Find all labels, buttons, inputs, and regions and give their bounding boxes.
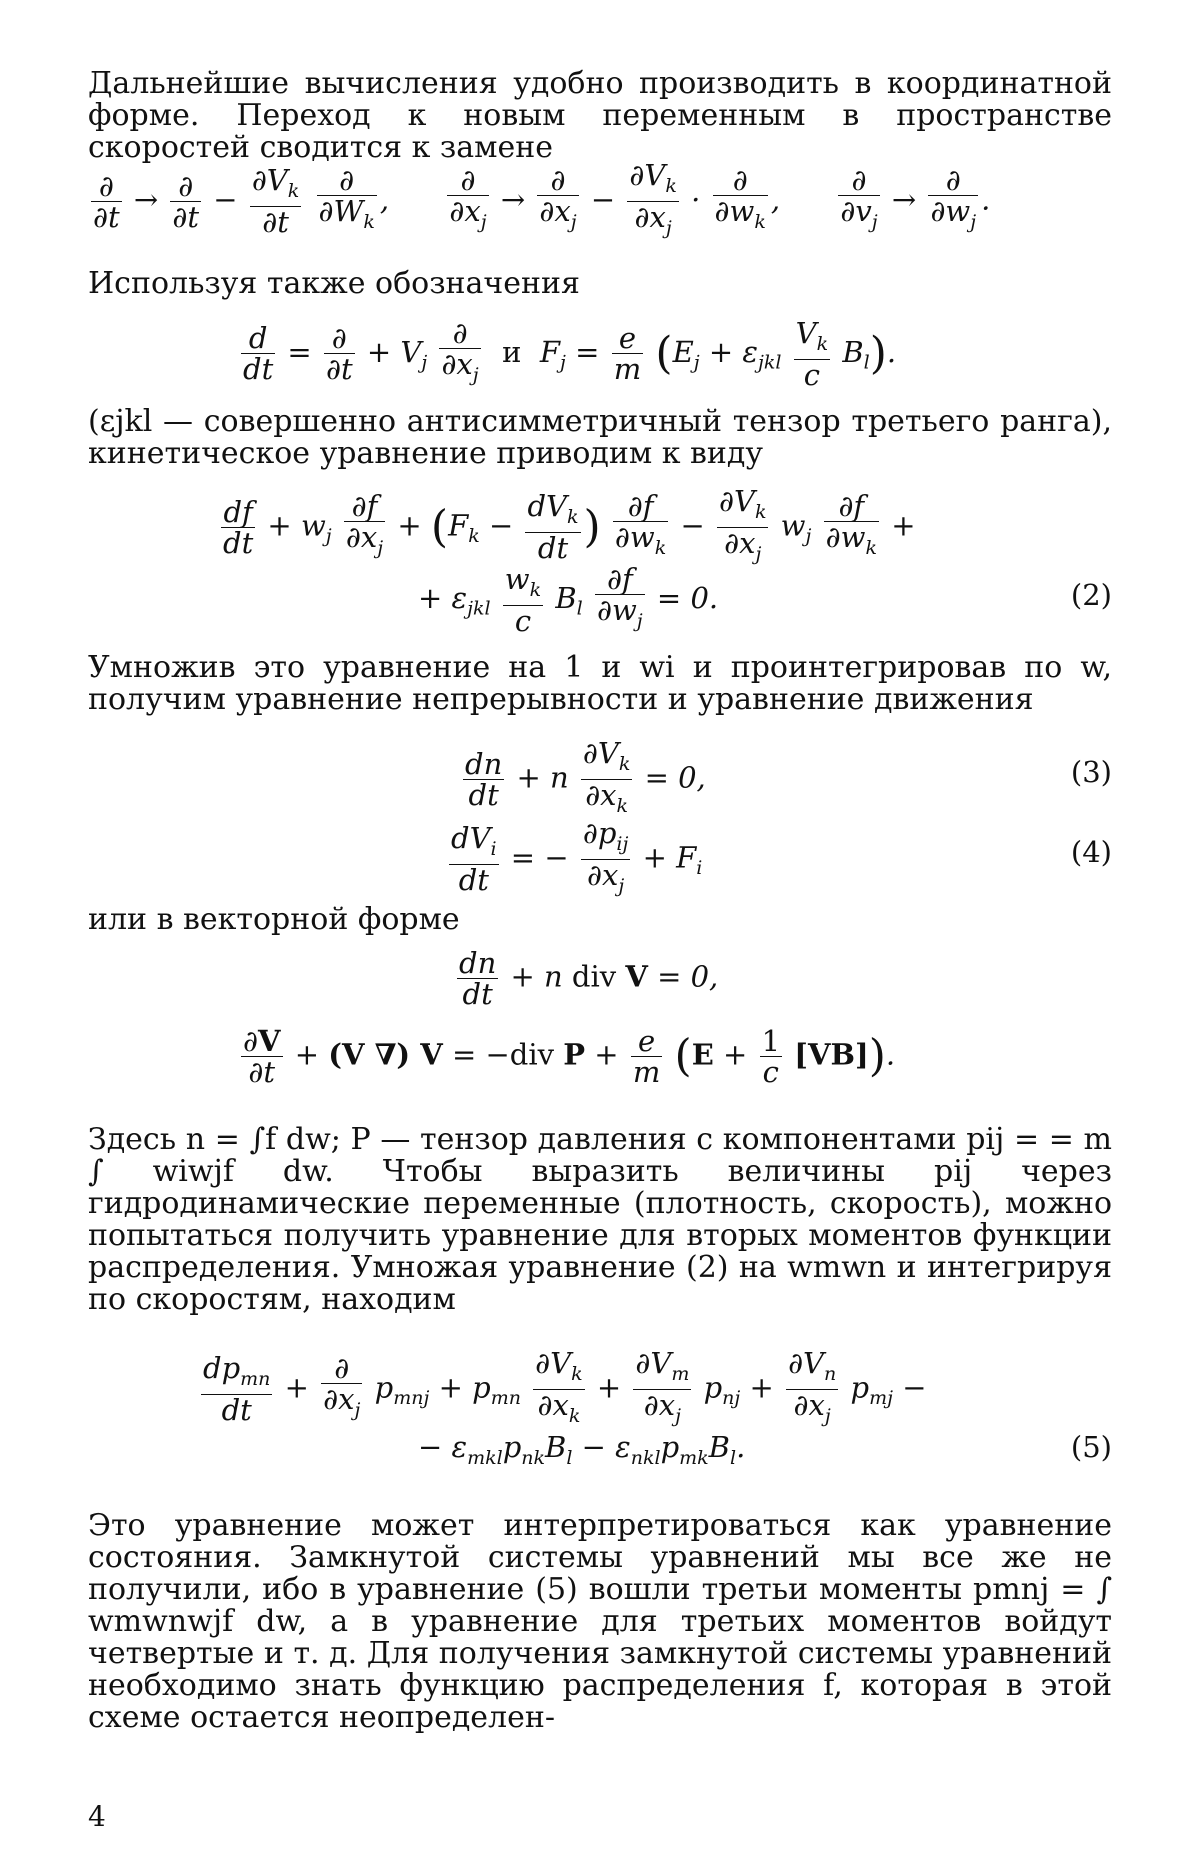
paragraph-pressure-tensor: Здесь n = ∫f dw; P — тензор давления с компонентами pij = = m ∫ wiwjf dw. Чтобы выразить величины pij через гидродинамические переменные (плотность, скорость), можно попытаться получить уравнение для вторых моментов функции распределения. Умножая уравнение (2) на wmwn и интегрируя по скоростям, находим — [88, 1122, 1112, 1317]
equation-vector-form: $\frac{dn}{dt}$ + n div V = 0, $\frac{\partial V}{\partial t}$ + (V ∇) V = −div P + $\frac{e}{m}$ (E + $\frac{1}{c}$ [VB]). — [243, 946, 896, 1089]
page-number: 4 — [88, 1800, 106, 1833]
paragraph-notation: Используя также обозначения — [88, 266, 580, 301]
paragraph-tensor: (εjkl — совершенно антисимметричный тензор третьего ранга), кинетическое уравнение приводим к виду — [88, 404, 1112, 471]
paragraph-closure: Это уравнение может интерпретироваться как уравнение состояния. Замкнутой системы уравнений мы все же не получили, ибо в уравнение (5) вошли третьи моменты pmnj = ∫ wmwnwjf dw, а в уравнение для третьих моментов войдут четвертые и т. д. Для получения замкнутой системы уравнений необходимо знать функцию распределения f, которая в этой схеме остается неопределен- — [88, 1508, 1112, 1735]
equation-number: (4) — [1070, 835, 1112, 869]
paragraph-vector-form: или в векторной форме — [88, 902, 460, 937]
equation-number: (5) — [1070, 1430, 1112, 1464]
equation-3: $\frac{dn}{dt}$ + n $\frac{\partial V_k}{\partial x_k}$ = 0, (3) — [465, 736, 1112, 817]
equation-5: $\frac{dp_{mn}}{dt}$ + $\frac{\partial}{\partial x_j}$ $p_{mnj} + p_{mn}$ $\frac{\partial V_k}{\partial x_k}$ + $\frac{\partial V_m}{\partial x_j}$ $p_{nj}$ + $\frac{\partial V_n}{\partial x_j}$ $p_{mj}$ − − $\varepsilon_{mkl}p_{nk}B_l - \varepsilon_{nkl}p_{mk}B_l$. (5) — [203, 1346, 1112, 1469]
equation-notation: $\frac{d}{dt}$ = $\frac{\partial}{\partial t}$ + $V_j$ $\frac{\partial}{\partial x_j}$ и $F_j$ = $\frac{e}{m}$ ($E_j + \varepsilon_{jkl}$ $\frac{V_k}{c}$ $B_l$). — [243, 316, 897, 392]
equation-2: $\frac{df}{dt}$ + $w_j$ $\frac{\partial f}{\partial x_j}$ + ($F_k$ − $\frac{dV_k}{dt}$ ) $\frac{\partial f}{\partial w_k}$ − $\frac{\partial V_k}{\partial x_j}$ $w_j$ $\frac{\partial f}{\partial w_k}$ + + $\varepsilon_{jkl}$ $\frac{w_k}{c}$ $B_l$ $\frac{\partial f}{\partial w_j}$ = 0. (2) — [223, 484, 1112, 638]
equation-number: (2) — [1070, 578, 1112, 612]
equation-number: (3) — [1070, 755, 1112, 789]
equation-4: $\frac{dV_i}{dt}$ = − $\frac{\partial p_{ij}}{\partial x_j}$ + $F_i$ (4) — [451, 816, 1112, 898]
paragraph-continuity: Умножив это уравнение на 1 и wi и проинтегрировав по w, получим уравнение непрерывности и уравнение движения — [88, 650, 1112, 717]
paragraph-intro: Дальнейшие вычисления удобно производить в координатной форме. Переход к новым переменным в пространстве скоростей сводится к замене — [88, 66, 1112, 165]
equation-substitution: $\frac{\partial}{\partial t}$ → $\frac{\partial}{\partial t}$ − $\frac{\partial V_k}{\partial t}$ $\frac{\partial}{\partial W_k}$ , $\frac{\partial}{\partial x_j}$ → $\frac{\partial}{\partial x_j}$ − $\frac{\partial V_k}{\partial x_j}$ · $\frac{\partial}{\partial w_k}$ , $\frac{\partial}{\partial v_j}$ → $\frac{\partial}{\partial w_j}$ . — [93, 158, 991, 240]
